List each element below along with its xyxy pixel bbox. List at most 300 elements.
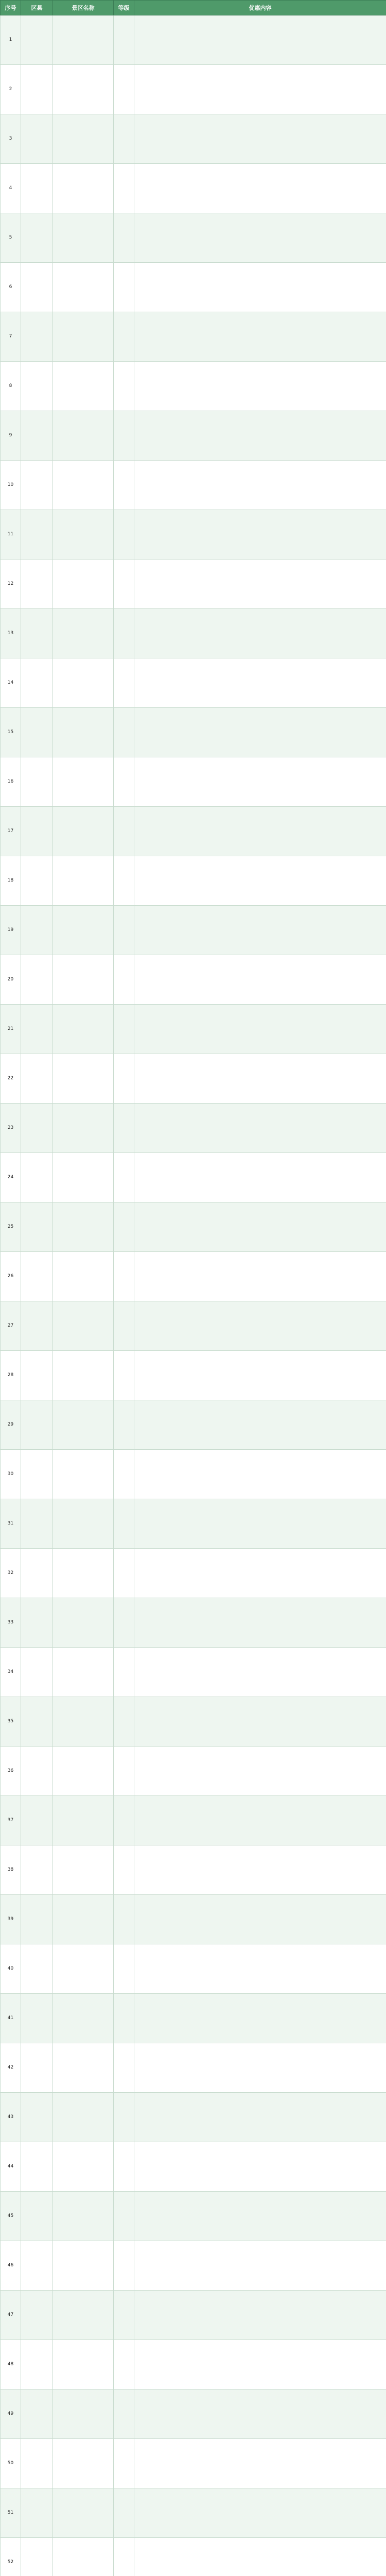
row-level [114, 2389, 134, 2439]
row-offer [134, 1499, 386, 1549]
table-row [1, 2043, 386, 2093]
row-district [21, 1153, 53, 1202]
row-number: 26 [1, 1252, 21, 1301]
table-row [1, 1351, 386, 1400]
row-scenic-name [53, 1598, 114, 1648]
row-offer [134, 15, 386, 65]
row-district [21, 609, 53, 658]
table-row [1, 1845, 386, 1895]
row-level [114, 658, 134, 708]
table-row [1, 2389, 386, 2439]
row-level [114, 1005, 134, 1054]
row-level [114, 312, 134, 362]
row-district [21, 411, 53, 461]
row-scenic-name [53, 1400, 114, 1450]
row-level [114, 1697, 134, 1747]
row-level [114, 2192, 134, 2241]
table-row [1, 1054, 386, 1104]
row-district [21, 1252, 53, 1301]
row-level [114, 2142, 134, 2192]
row-district [21, 15, 53, 65]
row-scenic-name [53, 1697, 114, 1747]
row-district [21, 2291, 53, 2340]
row-number: 33 [1, 1598, 21, 1648]
row-offer [134, 411, 386, 461]
row-number: 19 [1, 906, 21, 955]
row-offer [134, 164, 386, 213]
table-row [1, 757, 386, 807]
row-number: 24 [1, 1153, 21, 1202]
row-scenic-name [53, 2192, 114, 2241]
table-row [1, 164, 386, 213]
row-scenic-name [53, 807, 114, 856]
table-row [1, 510, 386, 560]
row-district [21, 807, 53, 856]
row-scenic-name [53, 1351, 114, 1400]
row-scenic-name [53, 2488, 114, 2538]
row-scenic-name [53, 2340, 114, 2389]
row-district [21, 1400, 53, 1450]
row-number: 9 [1, 411, 21, 461]
table-row [1, 1301, 386, 1351]
row-district [21, 2043, 53, 2093]
table-row [1, 1796, 386, 1845]
table-row [1, 1252, 386, 1301]
row-level [114, 65, 134, 114]
row-number: 42 [1, 2043, 21, 2093]
row-scenic-name [53, 312, 114, 362]
row-offer [134, 708, 386, 757]
row-scenic-name [53, 1153, 114, 1202]
row-level [114, 1598, 134, 1648]
row-number: 7 [1, 312, 21, 362]
row-scenic-name [53, 2142, 114, 2192]
row-number: 10 [1, 461, 21, 510]
table-row [1, 1202, 386, 1252]
row-district [21, 1598, 53, 1648]
table-row [1, 2142, 386, 2192]
row-level [114, 1747, 134, 1796]
row-scenic-name [53, 2291, 114, 2340]
row-scenic-name [53, 2538, 114, 2576]
row-district [21, 2389, 53, 2439]
row-level [114, 955, 134, 1005]
row-offer [134, 1301, 386, 1351]
row-offer [134, 560, 386, 609]
row-scenic-name [53, 213, 114, 263]
table-row [1, 461, 386, 510]
row-offer [134, 2142, 386, 2192]
table-row [1, 856, 386, 906]
row-scenic-name [53, 1005, 114, 1054]
row-offer [134, 2291, 386, 2340]
header-no: 序号 [1, 1, 21, 15]
row-level [114, 1845, 134, 1895]
row-offer [134, 1895, 386, 1944]
row-level [114, 1351, 134, 1400]
table-row [1, 114, 386, 164]
row-district [21, 1747, 53, 1796]
row-district [21, 906, 53, 955]
row-district [21, 2142, 53, 2192]
table-row [1, 807, 386, 856]
row-offer [134, 1104, 386, 1153]
row-number: 49 [1, 2389, 21, 2439]
row-number: 12 [1, 560, 21, 609]
table-row [1, 1549, 386, 1598]
row-scenic-name [53, 461, 114, 510]
row-level [114, 263, 134, 312]
row-number: 23 [1, 1104, 21, 1153]
row-level [114, 1549, 134, 1598]
row-level [114, 411, 134, 461]
row-level [114, 2488, 134, 2538]
row-offer [134, 510, 386, 560]
table-row [1, 1944, 386, 1994]
row-scenic-name [53, 658, 114, 708]
row-district [21, 65, 53, 114]
row-district [21, 312, 53, 362]
row-level [114, 1499, 134, 1549]
table-row [1, 2538, 386, 2576]
row-scenic-name [53, 1104, 114, 1153]
table-row [1, 2192, 386, 2241]
header-level: 等级 [114, 1, 134, 15]
row-offer [134, 906, 386, 955]
table-row [1, 1400, 386, 1450]
row-district [21, 1499, 53, 1549]
header-offer: 优惠内容 [134, 1, 386, 15]
row-district [21, 1549, 53, 1598]
table-row [1, 1697, 386, 1747]
row-number: 36 [1, 1747, 21, 1796]
row-offer [134, 2043, 386, 2093]
row-scenic-name [53, 1450, 114, 1499]
row-number: 29 [1, 1400, 21, 1450]
row-scenic-name [53, 560, 114, 609]
row-district [21, 757, 53, 807]
row-offer [134, 1054, 386, 1104]
row-number: 4 [1, 164, 21, 213]
row-district [21, 114, 53, 164]
row-level [114, 2538, 134, 2576]
row-number: 17 [1, 807, 21, 856]
row-level [114, 906, 134, 955]
row-number: 43 [1, 2093, 21, 2142]
row-district [21, 1697, 53, 1747]
row-offer [134, 1153, 386, 1202]
table-row [1, 15, 386, 65]
row-number: 46 [1, 2241, 21, 2291]
row-scenic-name [53, 1252, 114, 1301]
row-district [21, 1450, 53, 1499]
row-level [114, 1202, 134, 1252]
table-row [1, 65, 386, 114]
table-row [1, 1153, 386, 1202]
row-level [114, 1400, 134, 1450]
row-number: 8 [1, 362, 21, 411]
row-number: 15 [1, 708, 21, 757]
table-row [1, 411, 386, 461]
row-scenic-name [53, 906, 114, 955]
row-number: 41 [1, 1994, 21, 2043]
row-number: 44 [1, 2142, 21, 2192]
row-offer [134, 2340, 386, 2389]
row-district [21, 1301, 53, 1351]
table-row [1, 1450, 386, 1499]
row-scenic-name [53, 1747, 114, 1796]
row-offer [134, 263, 386, 312]
row-offer [134, 1400, 386, 1450]
row-level [114, 807, 134, 856]
row-level [114, 1648, 134, 1697]
table-row [1, 658, 386, 708]
row-scenic-name [53, 1994, 114, 2043]
row-scenic-name [53, 362, 114, 411]
header-district: 区县 [21, 1, 53, 15]
table-row [1, 609, 386, 658]
row-district [21, 263, 53, 312]
row-level [114, 856, 134, 906]
row-scenic-name [53, 1895, 114, 1944]
row-offer [134, 2488, 386, 2538]
row-offer [134, 1450, 386, 1499]
row-number: 39 [1, 1895, 21, 1944]
table-row [1, 213, 386, 263]
table-row [1, 2241, 386, 2291]
row-number: 35 [1, 1697, 21, 1747]
row-level [114, 164, 134, 213]
row-level [114, 1054, 134, 1104]
row-offer [134, 1697, 386, 1747]
row-district [21, 2192, 53, 2241]
row-district [21, 461, 53, 510]
row-offer [134, 1944, 386, 1994]
header-scenic-name: 景区名称 [53, 1, 114, 15]
row-number: 20 [1, 955, 21, 1005]
row-number: 22 [1, 1054, 21, 1104]
row-number: 14 [1, 658, 21, 708]
row-scenic-name [53, 1845, 114, 1895]
row-scenic-name [53, 114, 114, 164]
row-scenic-name [53, 2439, 114, 2488]
row-scenic-name [53, 757, 114, 807]
row-number: 28 [1, 1351, 21, 1400]
row-scenic-name [53, 1202, 114, 1252]
row-scenic-name [53, 1499, 114, 1549]
table-row [1, 263, 386, 312]
row-number: 32 [1, 1549, 21, 1598]
row-level [114, 213, 134, 263]
row-scenic-name [53, 856, 114, 906]
row-level [114, 15, 134, 65]
row-level [114, 1944, 134, 1994]
row-offer [134, 1994, 386, 2043]
row-offer [134, 2538, 386, 2576]
row-level [114, 1301, 134, 1351]
row-offer [134, 461, 386, 510]
row-offer [134, 114, 386, 164]
row-level [114, 461, 134, 510]
row-level [114, 2439, 134, 2488]
row-offer [134, 1351, 386, 1400]
row-scenic-name [53, 1549, 114, 1598]
row-scenic-name [53, 1648, 114, 1697]
row-level [114, 362, 134, 411]
row-scenic-name [53, 2043, 114, 2093]
table-row [1, 2439, 386, 2488]
table-row [1, 1747, 386, 1796]
row-district [21, 1895, 53, 1944]
row-level [114, 708, 134, 757]
table-header [1, 1, 386, 15]
row-district [21, 1202, 53, 1252]
row-district [21, 955, 53, 1005]
row-level [114, 2291, 134, 2340]
row-number: 34 [1, 1648, 21, 1697]
table-row [1, 362, 386, 411]
row-scenic-name [53, 2389, 114, 2439]
table-row [1, 1994, 386, 2043]
row-offer [134, 757, 386, 807]
row-scenic-name [53, 65, 114, 114]
row-offer [134, 1648, 386, 1697]
row-district [21, 1351, 53, 1400]
row-number: 21 [1, 1005, 21, 1054]
row-level [114, 1796, 134, 1845]
row-scenic-name [53, 609, 114, 658]
row-offer [134, 1598, 386, 1648]
table-row [1, 1895, 386, 1944]
row-level [114, 114, 134, 164]
row-level [114, 609, 134, 658]
table-row [1, 312, 386, 362]
row-district [21, 1104, 53, 1153]
row-scenic-name [53, 955, 114, 1005]
row-scenic-name [53, 2241, 114, 2291]
row-district [21, 510, 53, 560]
row-offer [134, 1845, 386, 1895]
row-number: 37 [1, 1796, 21, 1845]
table-row [1, 1648, 386, 1697]
row-offer [134, 213, 386, 263]
row-district [21, 2241, 53, 2291]
row-number: 2 [1, 65, 21, 114]
table-row [1, 2340, 386, 2389]
row-offer [134, 955, 386, 1005]
row-district [21, 213, 53, 263]
row-offer [134, 312, 386, 362]
table-row [1, 2488, 386, 2538]
row-district [21, 1994, 53, 2043]
row-number: 6 [1, 263, 21, 312]
row-district [21, 708, 53, 757]
row-level [114, 2093, 134, 2142]
row-level [114, 1994, 134, 2043]
row-offer [134, 807, 386, 856]
row-district [21, 1648, 53, 1697]
row-level [114, 757, 134, 807]
row-level [114, 2043, 134, 2093]
row-number: 27 [1, 1301, 21, 1351]
row-scenic-name [53, 708, 114, 757]
table-row [1, 1104, 386, 1153]
row-number: 51 [1, 2488, 21, 2538]
row-number: 38 [1, 1845, 21, 1895]
row-number: 40 [1, 1944, 21, 1994]
row-number: 3 [1, 114, 21, 164]
row-district [21, 2488, 53, 2538]
row-offer [134, 1005, 386, 1054]
row-level [114, 560, 134, 609]
row-number: 52 [1, 2538, 21, 2576]
row-offer [134, 1796, 386, 1845]
row-offer [134, 2241, 386, 2291]
row-level [114, 1153, 134, 1202]
row-offer [134, 609, 386, 658]
row-number: 1 [1, 15, 21, 65]
row-district [21, 658, 53, 708]
row-district [21, 1005, 53, 1054]
row-level [114, 2241, 134, 2291]
row-offer [134, 65, 386, 114]
row-number: 48 [1, 2340, 21, 2389]
table-row [1, 1598, 386, 1648]
table-row [1, 2093, 386, 2142]
row-scenic-name [53, 1796, 114, 1845]
row-district [21, 1796, 53, 1845]
row-district [21, 1054, 53, 1104]
row-district [21, 164, 53, 213]
row-scenic-name [53, 510, 114, 560]
row-district [21, 1845, 53, 1895]
table-row [1, 1005, 386, 1054]
row-level [114, 2340, 134, 2389]
row-scenic-name [53, 1301, 114, 1351]
row-offer [134, 1549, 386, 1598]
row-scenic-name [53, 263, 114, 312]
row-offer [134, 2389, 386, 2439]
row-scenic-name [53, 2093, 114, 2142]
row-offer [134, 362, 386, 411]
row-number: 31 [1, 1499, 21, 1549]
row-offer [134, 1252, 386, 1301]
row-number: 13 [1, 609, 21, 658]
table-row [1, 560, 386, 609]
row-district [21, 2093, 53, 2142]
row-number: 50 [1, 2439, 21, 2488]
table-row [1, 906, 386, 955]
row-offer [134, 856, 386, 906]
row-offer [134, 1202, 386, 1252]
row-district [21, 560, 53, 609]
table-row [1, 955, 386, 1005]
row-offer [134, 2093, 386, 2142]
row-offer [134, 658, 386, 708]
row-number: 25 [1, 1202, 21, 1252]
row-offer [134, 2439, 386, 2488]
row-number: 18 [1, 856, 21, 906]
row-number: 30 [1, 1450, 21, 1499]
header-row [1, 1, 386, 15]
row-scenic-name [53, 1054, 114, 1104]
row-scenic-name [53, 15, 114, 65]
row-district [21, 2538, 53, 2576]
row-district [21, 856, 53, 906]
row-offer [134, 2192, 386, 2241]
row-level [114, 510, 134, 560]
row-level [114, 1450, 134, 1499]
